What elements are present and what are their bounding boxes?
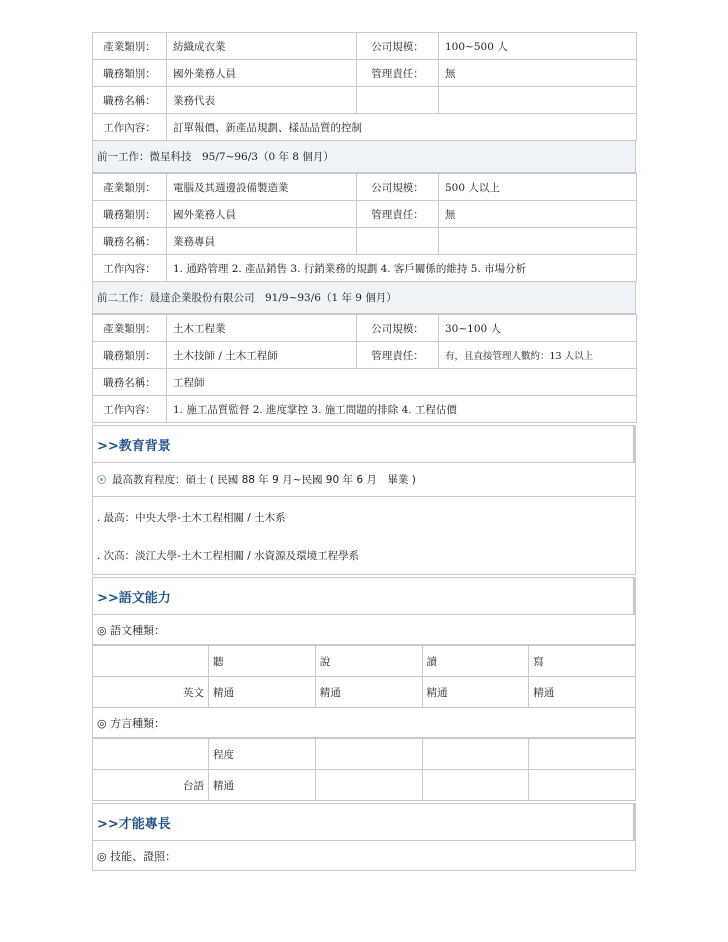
table-row bbox=[93, 342, 637, 369]
content-label: 工作內容： bbox=[93, 114, 167, 141]
table-row bbox=[93, 114, 637, 141]
mgmt-value: 有，且直接管理人數約：13 人以上 bbox=[439, 342, 637, 369]
language-table bbox=[92, 645, 636, 708]
language-heading-text: >>語文能力 bbox=[97, 590, 171, 606]
category-value: 國外業務人員 bbox=[167, 60, 357, 87]
scale-label: 公司規模： bbox=[357, 33, 439, 60]
cell-speak: 精通 bbox=[315, 677, 422, 708]
category-label: 職務類別： bbox=[93, 342, 167, 369]
content-value: 訂單報價、新產品規劃、樣品品質的控制 bbox=[167, 114, 637, 141]
scale-value: 100~500 人 bbox=[439, 33, 637, 60]
title-label: 職務名稱： bbox=[93, 228, 167, 255]
dialect-table bbox=[92, 738, 636, 801]
empty-cell bbox=[439, 228, 637, 255]
empty-cell bbox=[93, 646, 209, 677]
content-value: 1. 通路管理 2. 產品銷售 3. 行銷業務的規劃 4. 客戶關係的維持 5. 市場分析 bbox=[167, 255, 637, 282]
skills-row bbox=[92, 841, 636, 871]
empty-cell bbox=[529, 739, 636, 770]
education-top-text: . 最高：中央大學-土木工程相關 / 土木系 bbox=[97, 511, 286, 524]
table-row bbox=[93, 396, 637, 423]
industry-value: 土木工程業 bbox=[167, 315, 357, 342]
job1-table bbox=[92, 32, 637, 141]
industry-label: 產業類別： bbox=[93, 315, 167, 342]
table-row bbox=[93, 255, 637, 282]
talent-heading-text: >>才能專長 bbox=[97, 816, 171, 832]
highest-degree-row bbox=[92, 463, 636, 497]
content-label: 工作內容： bbox=[93, 255, 167, 282]
scale-label: 公司規模： bbox=[357, 315, 439, 342]
empty-cell bbox=[422, 770, 529, 801]
skills-label: ◎ 技能、證照： bbox=[97, 849, 177, 863]
header-write: 寫 bbox=[529, 646, 636, 677]
mgmt-label: 管理責任： bbox=[357, 60, 439, 87]
empty-cell bbox=[422, 739, 529, 770]
cell-read: 精通 bbox=[422, 677, 529, 708]
table-row bbox=[93, 646, 636, 677]
table-row bbox=[93, 33, 637, 60]
scale-value: 30~100 人 bbox=[439, 315, 637, 342]
scale-label: 公司規模： bbox=[357, 174, 439, 201]
table-row bbox=[93, 87, 637, 114]
table-row bbox=[93, 315, 637, 342]
language-name: 英文 bbox=[93, 677, 209, 708]
header-listen: 聽 bbox=[209, 646, 316, 677]
cell-write: 精通 bbox=[529, 677, 636, 708]
table-row bbox=[93, 677, 636, 708]
header-speak: 說 bbox=[315, 646, 422, 677]
table-row bbox=[93, 174, 637, 201]
education-top-row bbox=[92, 497, 636, 537]
empty-cell bbox=[93, 739, 209, 770]
lang-types-row bbox=[92, 615, 636, 645]
empty-cell bbox=[315, 770, 422, 801]
empty-cell bbox=[439, 87, 637, 114]
table-row bbox=[93, 201, 637, 228]
education-second-row bbox=[92, 537, 636, 575]
table-row bbox=[93, 60, 637, 87]
table-row bbox=[93, 369, 637, 396]
content-label: 工作內容： bbox=[93, 396, 167, 423]
title-value: 工程師 bbox=[167, 369, 637, 396]
job2-table bbox=[92, 173, 637, 282]
empty-cell bbox=[357, 87, 439, 114]
education-heading-text: >>教育背景 bbox=[97, 438, 171, 454]
table-row bbox=[93, 739, 636, 770]
industry-value: 電腦及其週邊設備製造業 bbox=[167, 174, 357, 201]
mgmt-value: 無 bbox=[439, 60, 637, 87]
dialect-level: 精通 bbox=[209, 770, 316, 801]
category-value: 國外業務人員 bbox=[167, 201, 357, 228]
dialect-name: 台語 bbox=[93, 770, 209, 801]
header-level: 程度 bbox=[209, 739, 316, 770]
title-label: 職務名稱： bbox=[93, 87, 167, 114]
title-value: 業務專員 bbox=[167, 228, 357, 255]
job2-header: 前一工作：微星科技 95/7~96/3（0 年 8 個月） bbox=[92, 141, 636, 173]
title-value: 業務代表 bbox=[167, 87, 357, 114]
education-second-text: . 次高：淡江大學-土木工程相關 / 水資源及環境工程學系 bbox=[97, 550, 360, 562]
title-label: 職務名稱： bbox=[93, 369, 167, 396]
category-label: 職務類別： bbox=[93, 201, 167, 228]
job3-table bbox=[92, 314, 637, 423]
highest-degree-text: 最高教育程度：碩士 ( 民國 88 年 9 月~民國 90 年 6 月 畢業 ) bbox=[112, 474, 416, 486]
industry-label: 產業類別： bbox=[93, 33, 167, 60]
resume-page bbox=[92, 32, 636, 871]
category-value: 土木技師 / 土木工程師 bbox=[167, 342, 357, 369]
empty-cell bbox=[529, 770, 636, 801]
mgmt-value: 無 bbox=[439, 201, 637, 228]
industry-label: 產業類別： bbox=[93, 174, 167, 201]
table-row bbox=[93, 228, 637, 255]
header-read: 讀 bbox=[422, 646, 529, 677]
category-label: 職務類別： bbox=[93, 60, 167, 87]
empty-cell bbox=[315, 739, 422, 770]
empty-cell bbox=[357, 228, 439, 255]
scale-value: 500 人以上 bbox=[439, 174, 637, 201]
dialect-types-label: ◎ 方言種類： bbox=[97, 716, 166, 730]
talent-heading bbox=[92, 803, 636, 841]
cell-listen: 精通 bbox=[209, 677, 316, 708]
table-row bbox=[93, 770, 636, 801]
job3-header: 前二工作：晨達企業股份有限公司 91/9~93/6（1 年 9 個月） bbox=[92, 282, 636, 314]
mgmt-label: 管理責任： bbox=[357, 201, 439, 228]
dialect-types-row bbox=[92, 708, 636, 738]
lang-types-label: ◎ 語文種類： bbox=[97, 623, 166, 637]
language-heading bbox=[92, 577, 636, 615]
bullet-icon bbox=[97, 475, 106, 484]
mgmt-label: 管理責任： bbox=[357, 342, 439, 369]
industry-value: 紡織成衣業 bbox=[167, 33, 357, 60]
education-heading bbox=[92, 425, 636, 463]
content-value: 1. 施工品質監督 2. 進度掌控 3. 施工問題的排除 4. 工程估價 bbox=[167, 396, 637, 423]
